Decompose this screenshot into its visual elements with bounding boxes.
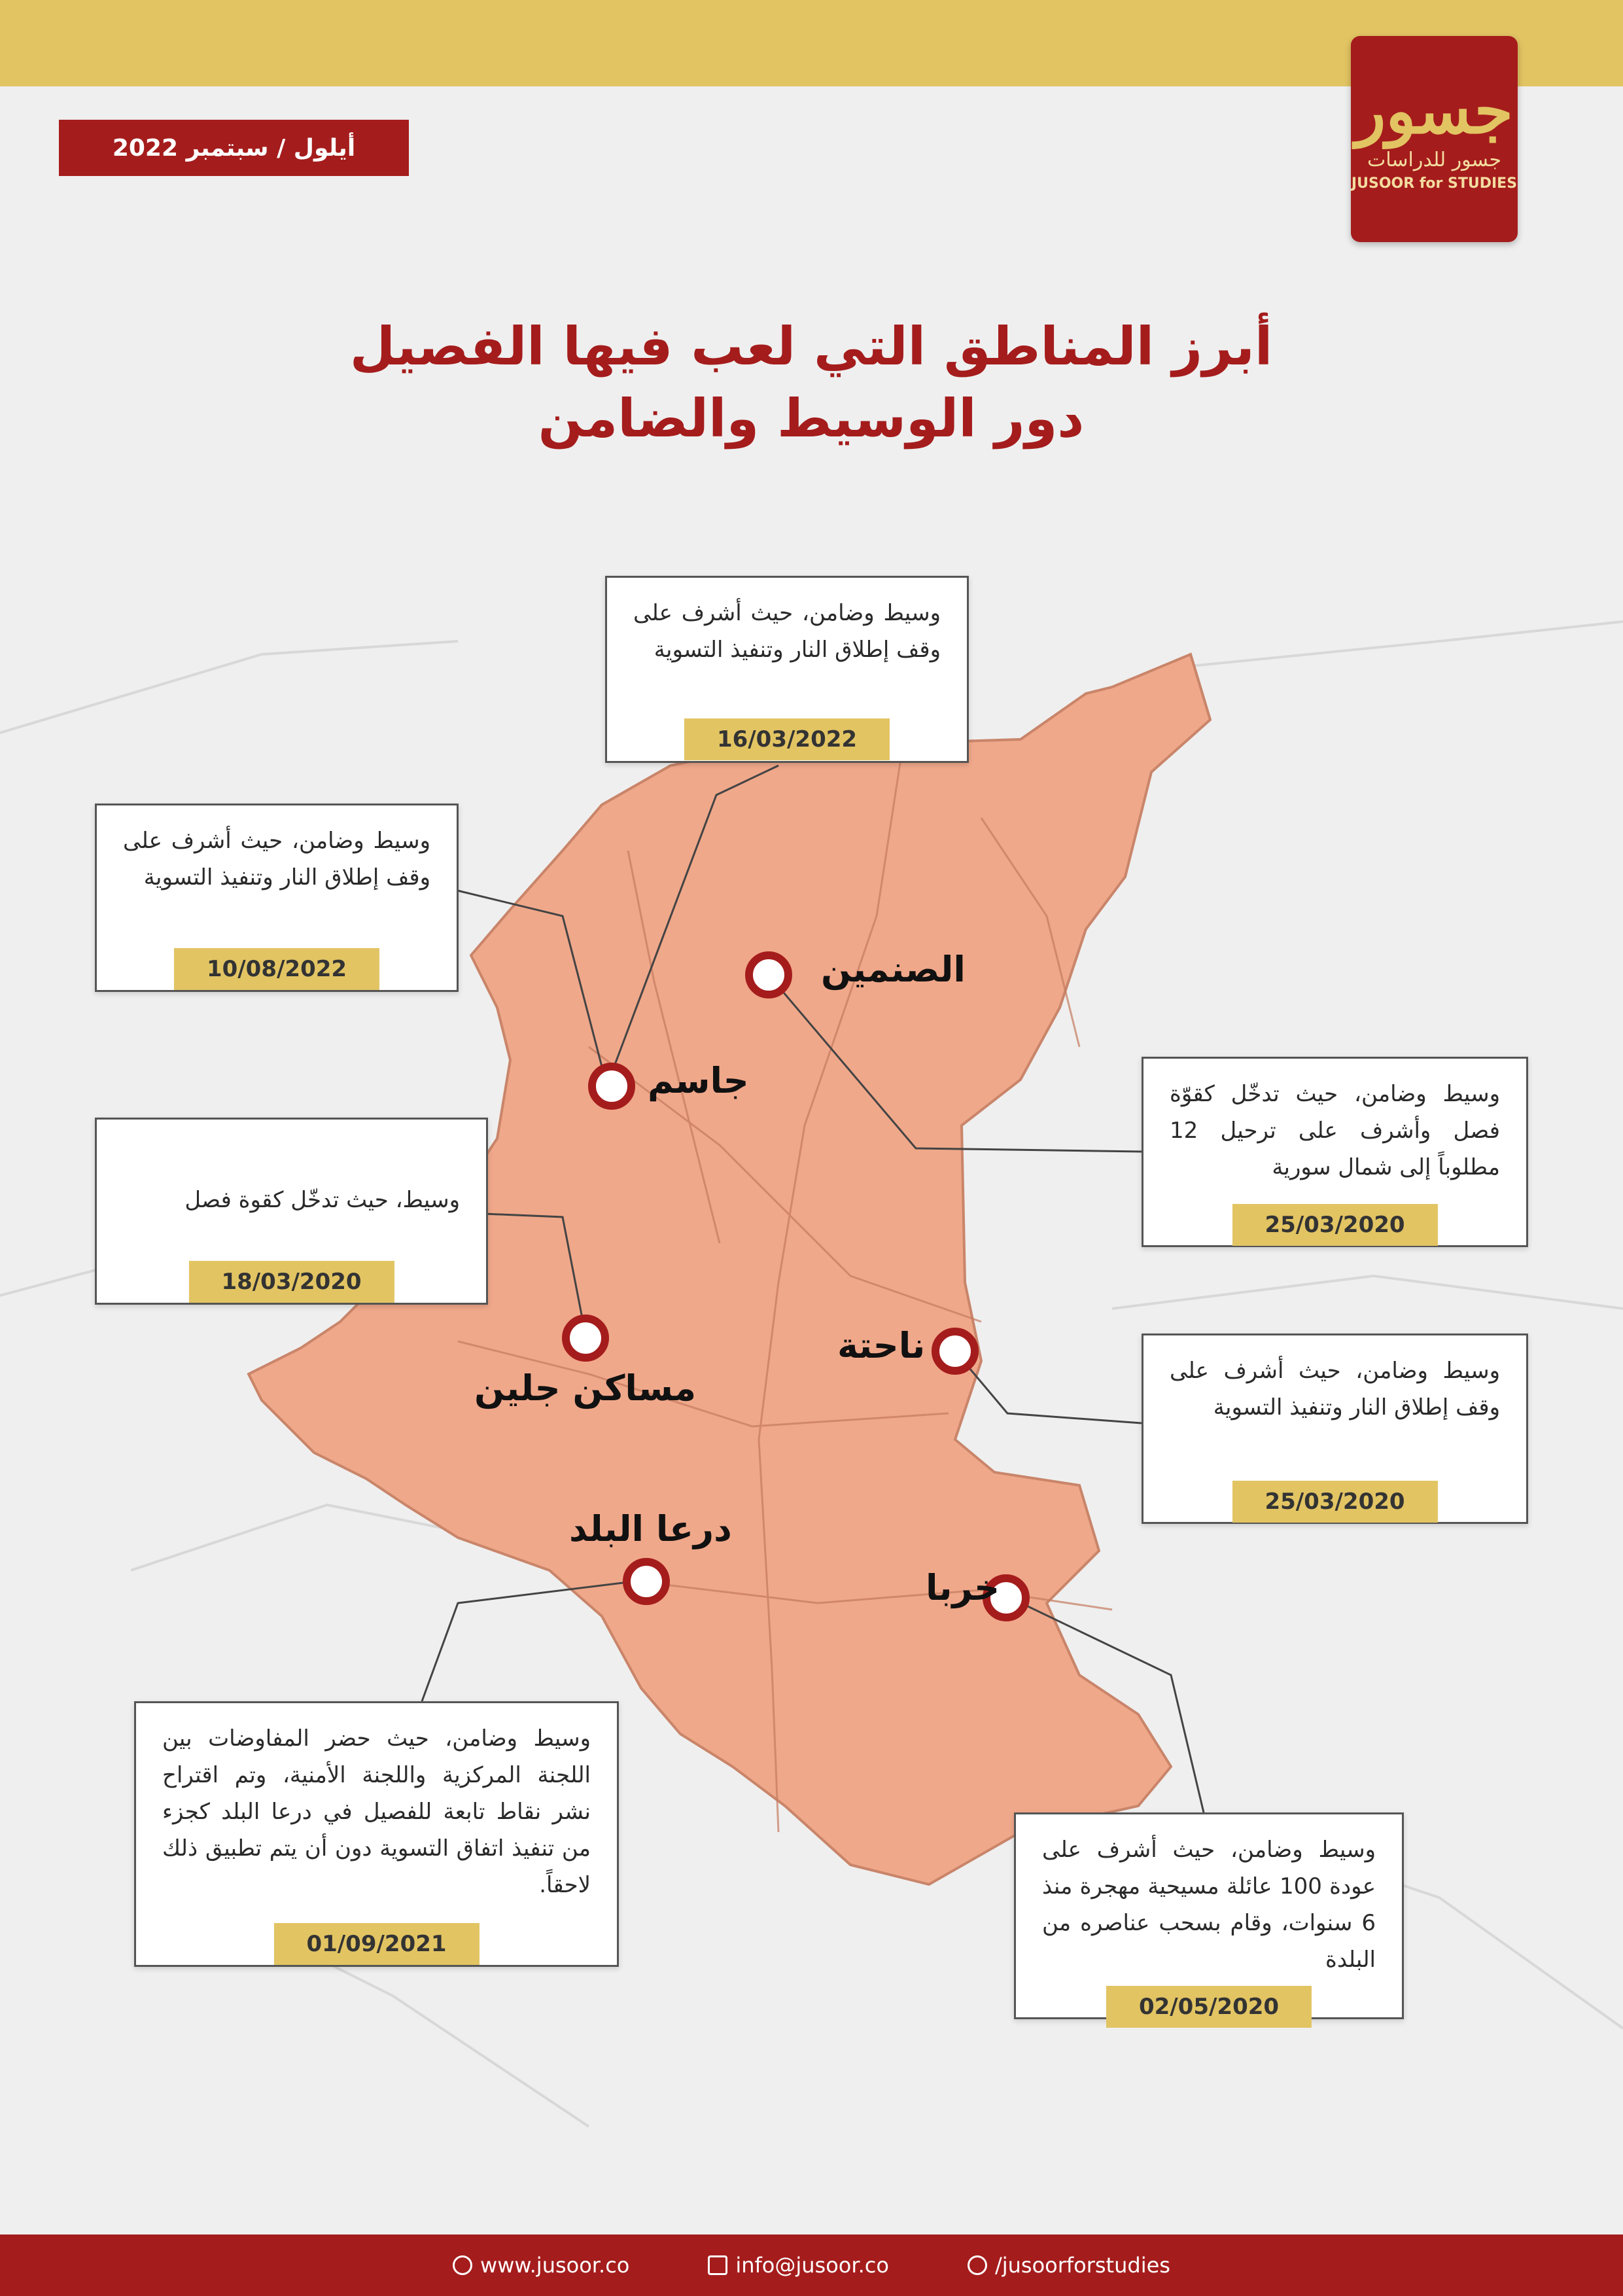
callout-text: وسيط وضامن، حيث تدخّل كقوّة فصل وأشرف على ترحيل 12 مطلوباً إلى شمال سورية [1170,1081,1500,1180]
marker-nahita [935,1332,975,1371]
callout-date: 02/05/2020 [1106,1986,1312,2028]
callout-date: 16/03/2022 [684,718,890,760]
place-label-masakin-jillin: مساكن جلين [474,1368,697,1409]
callout-date: 10/08/2022 [174,948,379,990]
callout-text: وسيط وضامن، حيث أشرف على عودة 100 عائلة مسيحية مهجرة منذ 6 سنوات، وقام بسحب عناصره من البلدة [1042,1837,1376,1973]
marker-jasim [592,1067,631,1106]
callout-text: وسيط، حيث تدخّل كقوة فصل [184,1187,460,1213]
footer-website[interactable] [453,2253,629,2278]
callout-25-03-2020-a [1142,1057,1528,1247]
footer-social[interactable] [968,2253,1170,2278]
callout-date: 25/03/2020 [1232,1204,1437,1246]
callout-date: 25/03/2020 [1232,1481,1437,1523]
logo-mark: جسور [1355,74,1513,148]
callout-text: وسيط وضامن، حيث حضر المفاوضات بين اللجنة المركزية واللجنة الأمنية، وتم اقتراح نشر نقاط تابعة للفصيل في درعا البلد كجزء من تنفيذ اتفاق التسوية دون أن يتم تطبيق ذلك لاحقاً. [162,1725,591,1898]
social-icons [968,2255,987,2275]
place-label-jasim: جاسم [648,1060,749,1101]
marker-sanamayn [749,955,788,995]
date-badge: أيلول / سبتمبر 2022 [59,120,409,176]
marker-daraa [627,1562,666,1601]
email-text: info@jusoor.co [735,2253,889,2278]
website-text: www.jusoor.co [480,2253,630,2278]
social-text: /jusoorforstudies [994,2253,1170,2278]
logo-arabic-name: جسور للدراسات [1367,149,1501,171]
callout-18-03-2020 [95,1118,488,1305]
place-label-khirba: خربا [926,1567,1000,1608]
logo-english-name: JUSOOR for STUDIES [1351,175,1518,192]
callout-25-03-2020-b [1142,1333,1528,1524]
callout-text: وسيط وضامن، حيث أشرف على وقف إطلاق النار وتنفيذ التسوية [633,600,941,663]
callout-01-09-2021 [134,1701,619,1967]
callout-text: وسيط وضامن، حيث أشرف على وقف إطلاق النار وتنفيذ التسوية [123,828,430,891]
mail-icon [708,2255,727,2275]
place-label-nahita: ناحتة [837,1325,926,1366]
jusoor-logo [1351,36,1518,242]
title-line-2: دور الوسيط والضامن [538,388,1085,449]
page-title [196,311,1426,455]
title-line-1: أبرز المناطق التي لعب فيها الفصيل [349,316,1273,377]
place-label-sanamayn: الصنمين [821,949,966,990]
callout-date: 18/03/2020 [188,1261,394,1303]
callout-16-03-2022 [605,576,969,763]
place-label-daraa-albalad: درعا البلد [569,1508,732,1549]
callout-date: 01/09/2021 [273,1923,479,1965]
callout-text: وسيط وضامن، حيث أشرف على وقف إطلاق النار وتنفيذ التسوية [1170,1358,1500,1421]
marker-masakin [566,1318,605,1358]
callout-10-08-2022 [95,804,459,992]
globe-icon [453,2255,472,2275]
callout-02-05-2020 [1014,1812,1404,2019]
footer-email[interactable] [708,2253,889,2278]
footer [0,2234,1623,2296]
